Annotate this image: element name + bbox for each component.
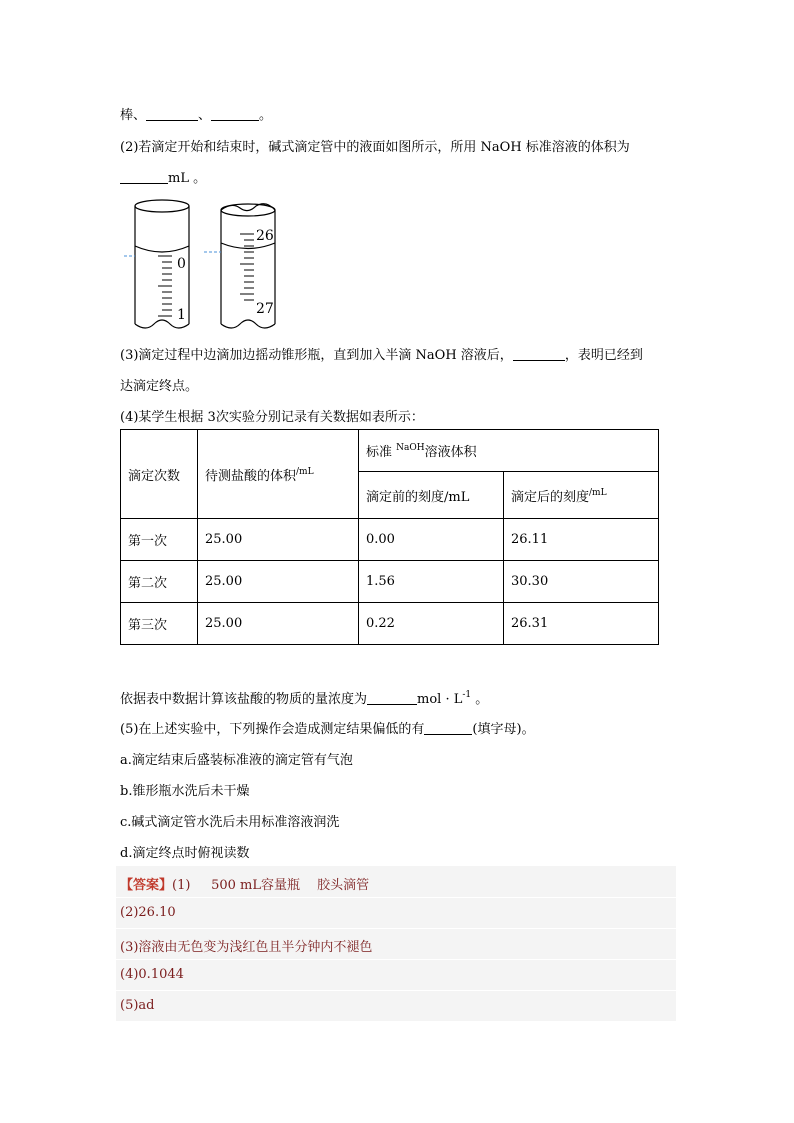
cell-trial: 第一次 bbox=[121, 519, 198, 561]
question-3 bbox=[120, 344, 643, 363]
answer-blank bbox=[120, 169, 168, 184]
header-text: 待测盐酸的体积 bbox=[205, 468, 297, 484]
answer-5: (5)ad bbox=[120, 998, 155, 1013]
answer-blank bbox=[424, 720, 472, 735]
header-text: 标准 bbox=[366, 445, 397, 460]
table-row bbox=[121, 561, 659, 603]
table-header-row bbox=[121, 430, 659, 472]
answer-tag: 【答案】 bbox=[120, 878, 173, 893]
header-unit: /mL bbox=[296, 466, 314, 477]
answer-number: (1) bbox=[172, 878, 191, 893]
text-fragment: (填字母)。 bbox=[472, 722, 535, 737]
unit-sup: -1 bbox=[462, 690, 472, 700]
header-unit: /mL bbox=[589, 487, 607, 498]
header-before: 滴定前的刻度/mL bbox=[359, 472, 504, 519]
answer-blank bbox=[146, 106, 198, 121]
answer-separator bbox=[116, 928, 676, 929]
text-fragment: (3)滴定过程中边滴加边摇动锥形瓶，直到加入半滴 NaOH 溶液后， bbox=[120, 348, 513, 363]
answer-4: (4)0.1044 bbox=[120, 967, 184, 982]
answer-separator bbox=[116, 990, 676, 991]
cell-before: 0.00 bbox=[359, 519, 504, 561]
question-4: (4)某学生根据 3次实验分别记录有关数据如表所示： bbox=[120, 410, 424, 425]
cell-before: 1.56 bbox=[359, 561, 504, 603]
option-b: b.锥形瓶水洗后未干燥 bbox=[120, 784, 250, 799]
header-text: 溶液体积 bbox=[424, 445, 477, 460]
header-naoh-volume bbox=[359, 430, 659, 472]
header-trial: 滴定次数 bbox=[121, 430, 198, 519]
answer-2: (2)26.10 bbox=[120, 905, 176, 920]
option-d: d.滴定终点时俯视读数 bbox=[120, 846, 250, 861]
text-fragment: 依据表中数据计算该盐酸的物质的量浓度为 bbox=[120, 692, 368, 707]
unit-text: mol · L bbox=[417, 692, 463, 707]
text-fragment: 。 bbox=[259, 108, 273, 123]
answer-3: (3)溶液由无色变为浅红色且半分钟内不褪色 bbox=[120, 940, 373, 955]
question-2-blank-line bbox=[120, 167, 206, 186]
text-fragment: 、 bbox=[198, 108, 212, 123]
option-a: a.滴定结束后盛装标准液的滴定管有气泡 bbox=[120, 753, 353, 768]
cell-after: 30.30 bbox=[504, 561, 659, 603]
header-after bbox=[504, 472, 659, 519]
text-fragment: ，表明已经到 bbox=[564, 348, 643, 363]
q1-continuation bbox=[120, 104, 272, 123]
cell-trial: 第二次 bbox=[121, 561, 198, 603]
table-row bbox=[121, 603, 659, 645]
answer-blank bbox=[367, 690, 417, 705]
text-fragment: (5)在上述实验中，下列操作会造成测定结果偏低的有 bbox=[120, 722, 425, 737]
scale-label-27: 27 bbox=[256, 301, 274, 317]
cell-before: 0.22 bbox=[359, 603, 504, 645]
cell-trial: 第三次 bbox=[121, 603, 198, 645]
text-fragment: 。 bbox=[471, 692, 489, 707]
table-row bbox=[121, 519, 659, 561]
answer-blank bbox=[513, 346, 565, 361]
answer-separator bbox=[116, 959, 676, 960]
text-fragment: 棒、 bbox=[120, 108, 147, 123]
burette-diagram bbox=[120, 196, 290, 336]
scale-label-1: 1 bbox=[177, 307, 186, 323]
header-acid-volume bbox=[198, 430, 359, 519]
cell-volume: 25.00 bbox=[198, 519, 359, 561]
titration-data-table bbox=[120, 429, 659, 645]
question-5 bbox=[120, 718, 535, 737]
cell-after: 26.11 bbox=[504, 519, 659, 561]
unit-text: mL 。 bbox=[168, 171, 207, 186]
answer-blank bbox=[211, 106, 259, 121]
answer-1 bbox=[120, 874, 369, 893]
question-3-line2: 达滴定终点。 bbox=[120, 379, 199, 394]
cell-volume: 25.00 bbox=[198, 603, 359, 645]
option-c: c.碱式滴定管水洗后未用标准溶液润洗 bbox=[120, 815, 340, 830]
scale-label-26: 26 bbox=[256, 228, 274, 244]
answer-text: 500 mL容量瓶 胶头滴管 bbox=[211, 878, 370, 893]
burette-figure bbox=[120, 196, 290, 336]
calculation-prompt bbox=[120, 688, 488, 707]
scale-label-0: 0 bbox=[177, 256, 186, 272]
header-text: 滴定后的刻度 bbox=[511, 489, 590, 505]
question-2: (2)若滴定开始和结束时，碱式滴定管中的液面如图所示，所用 NaOH 标准溶液的体积为 bbox=[120, 140, 630, 155]
header-sup: NaOH bbox=[396, 443, 425, 453]
cell-volume: 25.00 bbox=[198, 561, 359, 603]
cell-after: 26.31 bbox=[504, 603, 659, 645]
answer-separator bbox=[116, 897, 676, 898]
